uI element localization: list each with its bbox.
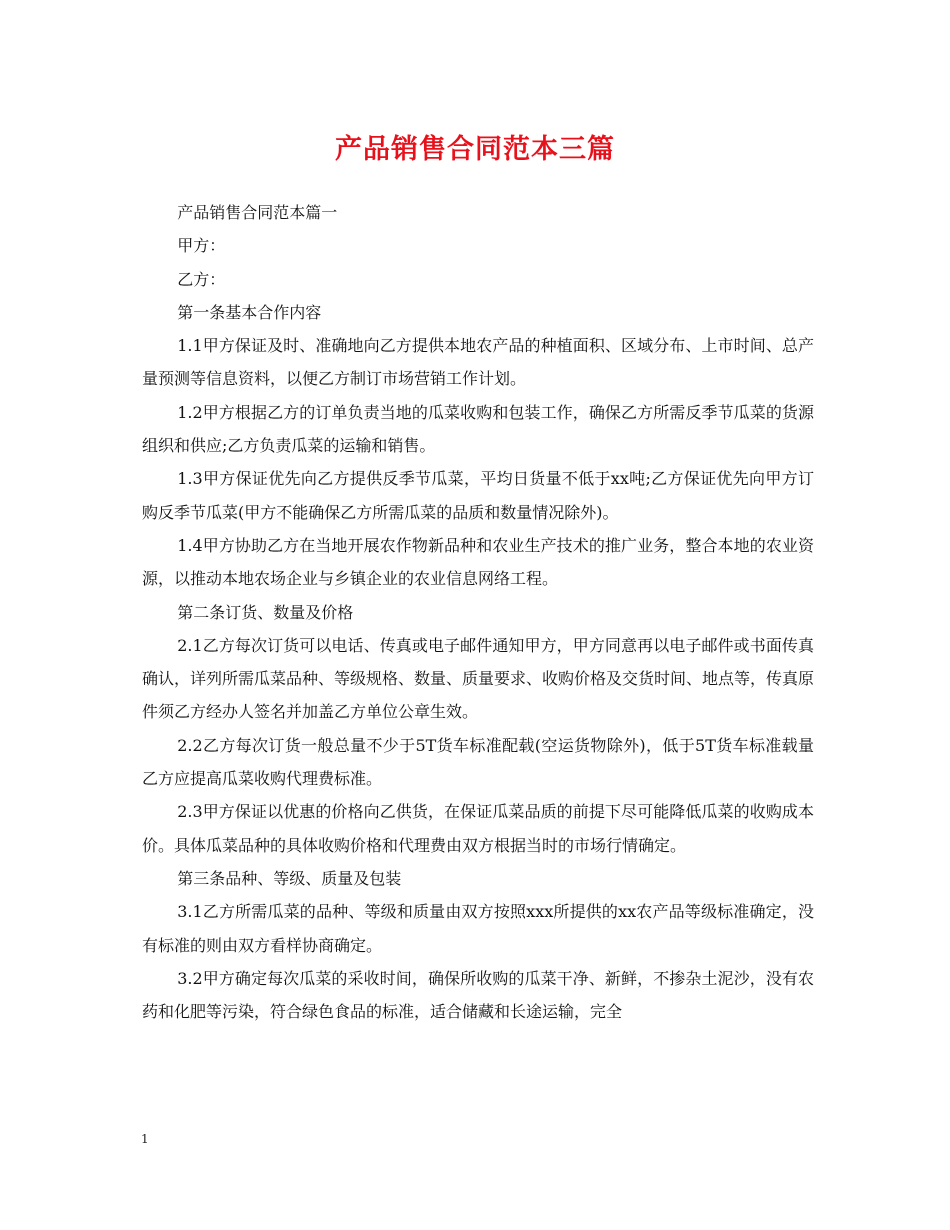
clause-paragraph: 2.3甲方保证以优惠的价格向乙供货，在保证瓜菜品质的前提下尽可能降低瓜菜的收购成本价。具体瓜菜品种的具体收购价格和代理费由双方根据当时的市场行情确定。: [142, 802, 814, 855]
clause-paragraph: 1.2甲方根据乙方的订单负责当地的瓜菜收购和包装工作，确保乙方所需反季节瓜菜的货源组织和供应;乙方负责瓜菜的运输和销售。: [142, 402, 814, 456]
clause-paragraph: 1.1甲方保证及时、准确地向乙方提供本地农产品的种植面积、区域分布、上市时间、总产量预测等信息资料，以便乙方制订市场营销工作计划。: [142, 336, 814, 389]
clause-paragraph: 2.2乙方每次订货一般总量不少于5T货车标准配载(空运货物除外)，低于5T货车标准载量乙方应提高瓜菜收购代理费标准。: [142, 735, 814, 789]
party-b-line: 乙方：: [177, 269, 226, 289]
clause-paragraph: 3.1乙方所需瓜菜的品种、等级和质量由双方按照xxx所提供的xx农产品等级标准确定，没有标准的则由双方看样协商确定。: [142, 902, 814, 955]
section-heading: 产品销售合同范本篇一: [177, 203, 338, 222]
article-heading: 第二条订货、数量及价格: [177, 602, 354, 622]
clause-paragraph: 1.4甲方协助乙方在当地开展农作物新品种和农业生产技术的推广业务，整合本地的农业资源，以推动本地农场企业与乡镇企业的农业信息网络工程。: [142, 535, 814, 589]
article-heading: 第一条基本合作内容: [177, 302, 322, 322]
document-title: 产品销售合同范本三篇: [335, 134, 615, 165]
page-number: 1: [141, 1132, 149, 1146]
article-heading: 第三条品种、等级、质量及包装: [177, 868, 402, 888]
clause-paragraph: 1.3甲方保证优先向乙方提供反季节瓜菜，平均日货量不低于xx吨;乙方保证优先向甲方订购反季节瓜菜(甲方不能确保乙方所需瓜菜的品质和数量情况除外)。: [142, 469, 814, 522]
document-body: [142, 196, 814, 1028]
clause-paragraph: 2.1乙方每次订货可以电话、传真或电子邮件通知甲方，甲方同意再以电子邮件或书面传真确认，详列所需瓜菜品种、等级规格、数量、质量要求、收购价格及交货时间、地点等，传真原件须乙方经办人签名并加盖乙方单位公章生效。: [142, 635, 815, 722]
party-a-line: 甲方：: [177, 236, 226, 256]
clause-paragraph: 3.2甲方确定每次瓜菜的采收时间，确保所收购的瓜菜干净、新鲜，不掺杂土泥沙，没有农药和化肥等污染，符合绿色食品的标准，适合储藏和长途运输，完全: [142, 968, 814, 1022]
